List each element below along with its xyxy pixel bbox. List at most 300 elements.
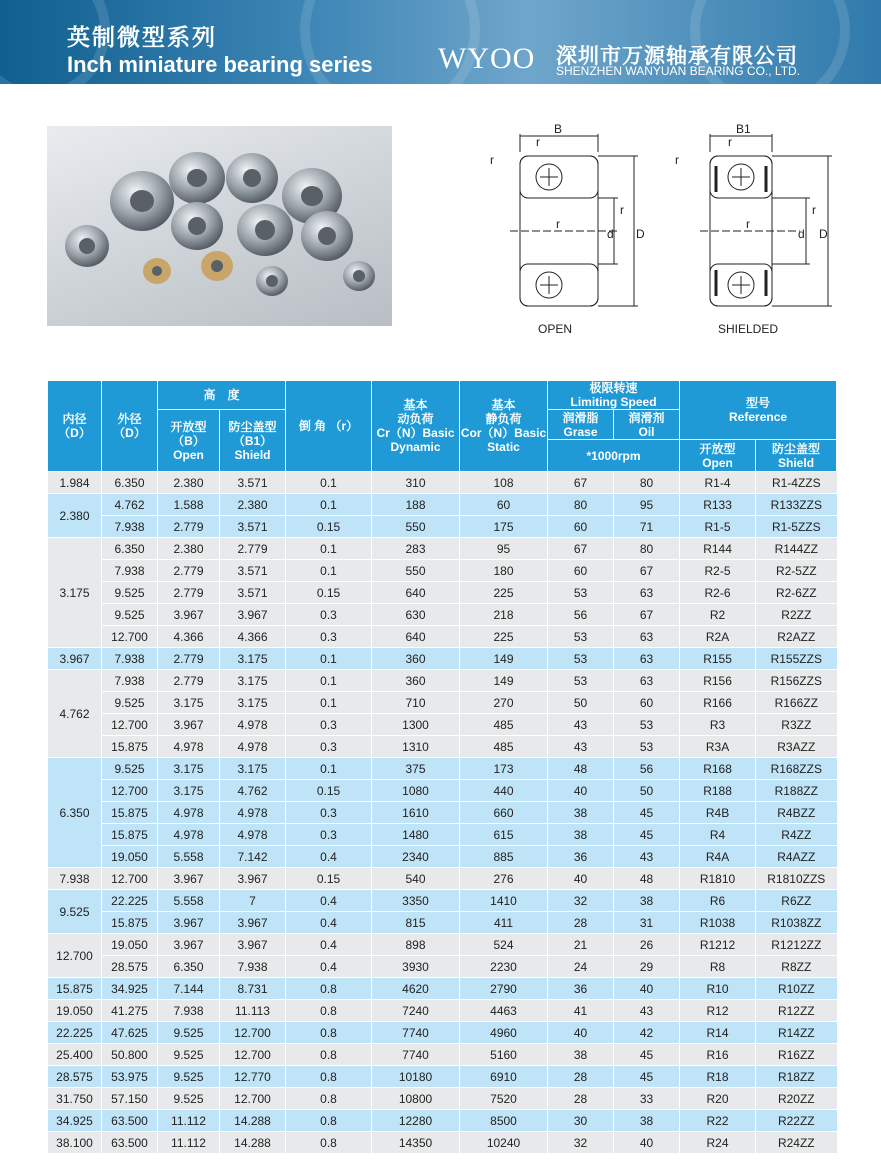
cell-speed-oil: 67 bbox=[614, 604, 680, 626]
cell-dynamic-load: 1310 bbox=[372, 736, 460, 758]
cell-outer-diameter: 7.938 bbox=[102, 670, 158, 692]
cell-speed-grease: 56 bbox=[548, 604, 614, 626]
cell-outer-diameter: 12.700 bbox=[102, 780, 158, 802]
col-height: 高 度 bbox=[158, 381, 286, 410]
cell-ref-shield: R2-6ZZ bbox=[756, 582, 837, 604]
cell-dynamic-load: 710 bbox=[372, 692, 460, 714]
cell-chamfer: 0.1 bbox=[286, 538, 372, 560]
cell-chamfer: 0.8 bbox=[286, 1110, 372, 1132]
open-label: OPEN bbox=[538, 322, 573, 336]
company-name-cn: 深圳市万源轴承有限公司 bbox=[556, 45, 798, 68]
chamfer-label: r bbox=[620, 203, 624, 217]
outer-label-D: D bbox=[819, 227, 828, 241]
cell-ref-open: R2-6 bbox=[680, 582, 756, 604]
bearing-diagrams bbox=[470, 116, 840, 351]
cell-static-load: 180 bbox=[460, 560, 548, 582]
cell-static-load: 276 bbox=[460, 868, 548, 890]
cell-dynamic-load: 283 bbox=[372, 538, 460, 560]
cell-chamfer: 0.15 bbox=[286, 868, 372, 890]
cell-ref-shield: R1-5ZZS bbox=[756, 516, 837, 538]
cell-speed-oil: 48 bbox=[614, 868, 680, 890]
cell-outer-diameter: 9.525 bbox=[102, 582, 158, 604]
cell-outer-diameter: 6.350 bbox=[102, 538, 158, 560]
cell-chamfer: 0.8 bbox=[286, 978, 372, 1000]
cell-width-shield: 3.571 bbox=[220, 582, 286, 604]
col-ref-shield: 防尘盖型 Shield bbox=[756, 440, 837, 472]
cell-speed-oil: 63 bbox=[614, 582, 680, 604]
cell-ref-open: R2A bbox=[680, 626, 756, 648]
cell-speed-oil: 45 bbox=[614, 1044, 680, 1066]
col-oil: 润滑剂 Oil bbox=[614, 410, 680, 440]
cell-ref-shield: R6ZZ bbox=[756, 890, 837, 912]
cell-dynamic-load: 360 bbox=[372, 670, 460, 692]
cell-outer-diameter: 53.975 bbox=[102, 1066, 158, 1088]
cell-speed-grease: 36 bbox=[548, 846, 614, 868]
cell-width-shield: 14.288 bbox=[220, 1132, 286, 1154]
cell-speed-oil: 45 bbox=[614, 1066, 680, 1088]
cell-dynamic-load: 7240 bbox=[372, 1000, 460, 1022]
cell-outer-diameter: 12.700 bbox=[102, 868, 158, 890]
cell-width-open: 9.525 bbox=[158, 1044, 220, 1066]
cell-speed-oil: 42 bbox=[614, 1022, 680, 1044]
cell-chamfer: 0.3 bbox=[286, 714, 372, 736]
cell-inner-diameter: 3.175 bbox=[48, 538, 102, 648]
cell-ref-shield: R188ZZ bbox=[756, 780, 837, 802]
cell-static-load: 885 bbox=[460, 846, 548, 868]
table-row bbox=[48, 538, 837, 560]
table-row bbox=[48, 758, 837, 780]
table-row bbox=[48, 648, 837, 670]
cell-width-open: 11.112 bbox=[158, 1132, 220, 1154]
cell-dynamic-load: 1610 bbox=[372, 802, 460, 824]
cell-dynamic-load: 550 bbox=[372, 560, 460, 582]
cell-static-load: 4463 bbox=[460, 1000, 548, 1022]
cell-ref-open: R20 bbox=[680, 1088, 756, 1110]
cell-width-open: 5.558 bbox=[158, 890, 220, 912]
table-row bbox=[48, 1044, 837, 1066]
cell-static-load: 60 bbox=[460, 494, 548, 516]
cell-speed-oil: 29 bbox=[614, 956, 680, 978]
col-outer-diameter: 外径 （D） bbox=[102, 381, 158, 472]
cell-speed-grease: 38 bbox=[548, 1044, 614, 1066]
cell-speed-grease: 53 bbox=[548, 582, 614, 604]
cell-width-shield: 2.779 bbox=[220, 538, 286, 560]
cell-ref-shield: R133ZZS bbox=[756, 494, 837, 516]
cell-width-shield: 7 bbox=[220, 890, 286, 912]
cell-ref-open: R2 bbox=[680, 604, 756, 626]
cell-speed-oil: 80 bbox=[614, 538, 680, 560]
cell-outer-diameter: 15.875 bbox=[102, 736, 158, 758]
table-row bbox=[48, 692, 837, 714]
cell-width-shield: 3.967 bbox=[220, 934, 286, 956]
bearings-illustration bbox=[47, 126, 392, 326]
cell-speed-oil: 53 bbox=[614, 714, 680, 736]
cell-static-load: 270 bbox=[460, 692, 548, 714]
shielded-label: SHIELDED bbox=[718, 322, 779, 336]
cell-ref-shield: R168ZZS bbox=[756, 758, 837, 780]
cell-chamfer: 0.15 bbox=[286, 582, 372, 604]
col-limiting-speed: 极限转速 Limiting Speed bbox=[548, 381, 680, 410]
cell-chamfer: 0.1 bbox=[286, 560, 372, 582]
cell-dynamic-load: 7740 bbox=[372, 1044, 460, 1066]
cell-outer-diameter: 34.925 bbox=[102, 978, 158, 1000]
cell-outer-diameter: 63.500 bbox=[102, 1110, 158, 1132]
cell-outer-diameter: 19.050 bbox=[102, 934, 158, 956]
table-row bbox=[48, 1022, 837, 1044]
cell-outer-diameter: 41.275 bbox=[102, 1000, 158, 1022]
cell-speed-oil: 50 bbox=[614, 780, 680, 802]
cell-inner-diameter: 2.380 bbox=[48, 494, 102, 538]
table-row bbox=[48, 1110, 837, 1132]
cell-speed-grease: 43 bbox=[548, 714, 614, 736]
cell-static-load: 1410 bbox=[460, 890, 548, 912]
cell-dynamic-load: 1480 bbox=[372, 824, 460, 846]
cell-ref-shield: R1-4ZZS bbox=[756, 472, 837, 494]
cell-chamfer: 0.1 bbox=[286, 472, 372, 494]
cell-dynamic-load: 310 bbox=[372, 472, 460, 494]
cell-chamfer: 0.8 bbox=[286, 1132, 372, 1154]
cell-chamfer: 0.4 bbox=[286, 890, 372, 912]
cell-ref-shield: R166ZZ bbox=[756, 692, 837, 714]
cell-width-open: 2.779 bbox=[158, 560, 220, 582]
cell-width-shield: 4.762 bbox=[220, 780, 286, 802]
cell-width-shield: 4.978 bbox=[220, 736, 286, 758]
cell-speed-oil: 67 bbox=[614, 560, 680, 582]
cell-width-open: 2.380 bbox=[158, 472, 220, 494]
cell-dynamic-load: 7740 bbox=[372, 1022, 460, 1044]
cell-ref-shield: R2AZZ bbox=[756, 626, 837, 648]
cell-ref-shield: R3AZZ bbox=[756, 736, 837, 758]
col-chamfer: 倒 角 （r） bbox=[286, 381, 372, 472]
cell-inner-diameter: 31.750 bbox=[48, 1088, 102, 1110]
cell-ref-shield: R8ZZ bbox=[756, 956, 837, 978]
cell-dynamic-load: 550 bbox=[372, 516, 460, 538]
cell-width-open: 3.175 bbox=[158, 692, 220, 714]
cell-speed-oil: 38 bbox=[614, 890, 680, 912]
cell-width-open: 4.978 bbox=[158, 736, 220, 758]
cell-speed-oil: 60 bbox=[614, 692, 680, 714]
cell-ref-shield: R12ZZ bbox=[756, 1000, 837, 1022]
cell-width-shield: 3.175 bbox=[220, 758, 286, 780]
cell-speed-grease: 53 bbox=[548, 648, 614, 670]
cell-static-load: 95 bbox=[460, 538, 548, 560]
cell-static-load: 485 bbox=[460, 714, 548, 736]
cell-speed-oil: 26 bbox=[614, 934, 680, 956]
cell-dynamic-load: 640 bbox=[372, 626, 460, 648]
cell-dynamic-load: 540 bbox=[372, 868, 460, 890]
cell-speed-oil: 43 bbox=[614, 846, 680, 868]
cell-ref-open: R4 bbox=[680, 824, 756, 846]
cell-width-open: 4.366 bbox=[158, 626, 220, 648]
cell-chamfer: 0.15 bbox=[286, 780, 372, 802]
cell-inner-diameter: 25.400 bbox=[48, 1044, 102, 1066]
cell-speed-oil: 63 bbox=[614, 626, 680, 648]
cell-ref-open: R144 bbox=[680, 538, 756, 560]
cell-dynamic-load: 2340 bbox=[372, 846, 460, 868]
cell-inner-diameter: 9.525 bbox=[48, 890, 102, 934]
cell-chamfer: 0.3 bbox=[286, 802, 372, 824]
cell-speed-oil: 45 bbox=[614, 802, 680, 824]
cell-width-shield: 3.967 bbox=[220, 912, 286, 934]
cell-dynamic-load: 630 bbox=[372, 604, 460, 626]
cell-speed-oil: 56 bbox=[614, 758, 680, 780]
cell-static-load: 149 bbox=[460, 648, 548, 670]
cell-static-load: 108 bbox=[460, 472, 548, 494]
cell-ref-shield: R14ZZ bbox=[756, 1022, 837, 1044]
cell-chamfer: 0.8 bbox=[286, 1022, 372, 1044]
cell-static-load: 6910 bbox=[460, 1066, 548, 1088]
cell-ref-shield: R16ZZ bbox=[756, 1044, 837, 1066]
chamfer-label: r bbox=[556, 217, 560, 231]
cell-static-load: 149 bbox=[460, 670, 548, 692]
cell-static-load: 660 bbox=[460, 802, 548, 824]
cell-ref-shield: R22ZZ bbox=[756, 1110, 837, 1132]
cell-ref-open: R22 bbox=[680, 1110, 756, 1132]
cell-ref-open: R4A bbox=[680, 846, 756, 868]
cell-static-load: 7520 bbox=[460, 1088, 548, 1110]
spec-table-container bbox=[47, 380, 836, 1154]
cell-speed-oil: 40 bbox=[614, 978, 680, 1000]
cell-width-open: 3.175 bbox=[158, 758, 220, 780]
outer-label-D: D bbox=[636, 227, 645, 241]
cell-chamfer: 0.15 bbox=[286, 516, 372, 538]
cell-static-load: 485 bbox=[460, 736, 548, 758]
cell-outer-diameter: 57.150 bbox=[102, 1088, 158, 1110]
table-row bbox=[48, 604, 837, 626]
cell-ref-shield: R1810ZZS bbox=[756, 868, 837, 890]
cell-ref-shield: R2-5ZZ bbox=[756, 560, 837, 582]
cell-width-shield: 4.978 bbox=[220, 802, 286, 824]
table-row bbox=[48, 780, 837, 802]
cell-ref-open: R1212 bbox=[680, 934, 756, 956]
cell-ref-shield: R4ZZ bbox=[756, 824, 837, 846]
cell-static-load: 411 bbox=[460, 912, 548, 934]
cell-speed-grease: 40 bbox=[548, 1022, 614, 1044]
cell-speed-grease: 40 bbox=[548, 780, 614, 802]
cell-width-shield: 3.571 bbox=[220, 472, 286, 494]
cell-ref-open: R16 bbox=[680, 1044, 756, 1066]
table-row bbox=[48, 1088, 837, 1110]
cell-speed-grease: 28 bbox=[548, 1088, 614, 1110]
cell-ref-open: R1-5 bbox=[680, 516, 756, 538]
cell-speed-oil: 43 bbox=[614, 1000, 680, 1022]
header-banner bbox=[0, 0, 881, 84]
table-row bbox=[48, 736, 837, 758]
cell-chamfer: 0.1 bbox=[286, 648, 372, 670]
table-row bbox=[48, 978, 837, 1000]
cell-width-open: 11.112 bbox=[158, 1110, 220, 1132]
cell-inner-diameter: 34.925 bbox=[48, 1110, 102, 1132]
table-row bbox=[48, 626, 837, 648]
chamfer-label: r bbox=[490, 153, 494, 167]
chamfer-label: r bbox=[746, 217, 750, 231]
cell-speed-oil: 33 bbox=[614, 1088, 680, 1110]
cell-speed-grease: 50 bbox=[548, 692, 614, 714]
cell-width-open: 2.779 bbox=[158, 516, 220, 538]
chamfer-label: r bbox=[675, 153, 679, 167]
cell-speed-oil: 53 bbox=[614, 736, 680, 758]
cell-static-load: 218 bbox=[460, 604, 548, 626]
cell-dynamic-load: 640 bbox=[372, 582, 460, 604]
cell-width-open: 4.978 bbox=[158, 802, 220, 824]
cell-width-open: 3.967 bbox=[158, 604, 220, 626]
cell-chamfer: 0.1 bbox=[286, 692, 372, 714]
width-label-b1: B1 bbox=[736, 122, 751, 136]
cell-outer-diameter: 50.800 bbox=[102, 1044, 158, 1066]
cell-ref-shield: R3ZZ bbox=[756, 714, 837, 736]
cell-speed-grease: 28 bbox=[548, 1066, 614, 1088]
cell-inner-diameter: 7.938 bbox=[48, 868, 102, 890]
col-inner-diameter: 内径 （D） bbox=[48, 381, 102, 472]
col-reference: 型号 Reference bbox=[680, 381, 837, 440]
cell-dynamic-load: 10180 bbox=[372, 1066, 460, 1088]
cell-static-load: 225 bbox=[460, 582, 548, 604]
cell-speed-grease: 67 bbox=[548, 472, 614, 494]
cell-outer-diameter: 15.875 bbox=[102, 912, 158, 934]
cell-ref-shield: R10ZZ bbox=[756, 978, 837, 1000]
cell-ref-shield: R24ZZ bbox=[756, 1132, 837, 1154]
cell-ref-open: R155 bbox=[680, 648, 756, 670]
col-height-shield: 防尘盖型 （B1） Shield bbox=[220, 410, 286, 472]
cell-speed-oil: 80 bbox=[614, 472, 680, 494]
cell-static-load: 440 bbox=[460, 780, 548, 802]
col-rpm-unit: *1000rpm bbox=[548, 440, 680, 472]
cell-inner-diameter: 19.050 bbox=[48, 1000, 102, 1022]
cell-width-shield: 3.175 bbox=[220, 670, 286, 692]
bore-label-d: d bbox=[798, 227, 805, 241]
cell-ref-shield: R144ZZ bbox=[756, 538, 837, 560]
cell-width-open: 5.558 bbox=[158, 846, 220, 868]
cell-chamfer: 0.4 bbox=[286, 846, 372, 868]
cell-width-open: 7.938 bbox=[158, 1000, 220, 1022]
cell-width-open: 1.588 bbox=[158, 494, 220, 516]
cell-speed-oil: 38 bbox=[614, 1110, 680, 1132]
cell-width-shield: 11.113 bbox=[220, 1000, 286, 1022]
cell-dynamic-load: 3350 bbox=[372, 890, 460, 912]
cell-chamfer: 0.3 bbox=[286, 736, 372, 758]
cell-dynamic-load: 3930 bbox=[372, 956, 460, 978]
table-row bbox=[48, 1066, 837, 1088]
table-row bbox=[48, 934, 837, 956]
cell-inner-diameter: 38.100 bbox=[48, 1132, 102, 1154]
cell-width-shield: 12.700 bbox=[220, 1022, 286, 1044]
cell-width-shield: 12.770 bbox=[220, 1066, 286, 1088]
cell-width-shield: 8.731 bbox=[220, 978, 286, 1000]
cell-dynamic-load: 815 bbox=[372, 912, 460, 934]
cell-outer-diameter: 9.525 bbox=[102, 758, 158, 780]
cell-speed-grease: 41 bbox=[548, 1000, 614, 1022]
cell-speed-grease: 28 bbox=[548, 912, 614, 934]
cell-width-shield: 3.175 bbox=[220, 648, 286, 670]
cell-dynamic-load: 1300 bbox=[372, 714, 460, 736]
cell-ref-open: R133 bbox=[680, 494, 756, 516]
cell-static-load: 175 bbox=[460, 516, 548, 538]
cell-speed-grease: 38 bbox=[548, 802, 614, 824]
brand-logo: WYOO bbox=[438, 42, 536, 75]
cell-outer-diameter: 7.938 bbox=[102, 560, 158, 582]
cell-speed-grease: 67 bbox=[548, 538, 614, 560]
cell-outer-diameter: 12.700 bbox=[102, 714, 158, 736]
cell-static-load: 524 bbox=[460, 934, 548, 956]
table-row bbox=[48, 956, 837, 978]
col-grease: 润滑脂 Grase bbox=[548, 410, 614, 440]
cell-dynamic-load: 375 bbox=[372, 758, 460, 780]
cell-width-shield: 2.380 bbox=[220, 494, 286, 516]
cell-inner-diameter: 4.762 bbox=[48, 670, 102, 758]
table-row bbox=[48, 1000, 837, 1022]
cell-outer-diameter: 7.938 bbox=[102, 516, 158, 538]
cell-dynamic-load: 14350 bbox=[372, 1132, 460, 1154]
cell-inner-diameter: 22.225 bbox=[48, 1022, 102, 1044]
cell-inner-diameter: 28.575 bbox=[48, 1066, 102, 1088]
cell-speed-grease: 60 bbox=[548, 516, 614, 538]
series-title-cn: 英制微型系列 bbox=[67, 24, 217, 50]
cell-outer-diameter: 4.762 bbox=[102, 494, 158, 516]
cell-ref-shield: R1212ZZ bbox=[756, 934, 837, 956]
cell-width-shield: 4.978 bbox=[220, 714, 286, 736]
cell-width-open: 6.350 bbox=[158, 956, 220, 978]
cell-speed-grease: 40 bbox=[548, 868, 614, 890]
cell-speed-oil: 45 bbox=[614, 824, 680, 846]
cell-width-shield: 7.938 bbox=[220, 956, 286, 978]
cell-ref-open: R14 bbox=[680, 1022, 756, 1044]
cell-chamfer: 0.3 bbox=[286, 604, 372, 626]
cell-dynamic-load: 898 bbox=[372, 934, 460, 956]
cell-ref-open: R2-5 bbox=[680, 560, 756, 582]
cell-speed-oil: 71 bbox=[614, 516, 680, 538]
cell-width-open: 2.779 bbox=[158, 670, 220, 692]
cell-ref-open: R188 bbox=[680, 780, 756, 802]
table-row bbox=[48, 472, 837, 494]
cell-width-open: 4.978 bbox=[158, 824, 220, 846]
cell-chamfer: 0.4 bbox=[286, 912, 372, 934]
bearing-spec-table bbox=[47, 380, 837, 1154]
cell-ref-open: R1038 bbox=[680, 912, 756, 934]
cell-outer-diameter: 9.525 bbox=[102, 604, 158, 626]
cell-width-open: 3.967 bbox=[158, 868, 220, 890]
table-row bbox=[48, 890, 837, 912]
cell-outer-diameter: 15.875 bbox=[102, 802, 158, 824]
col-static-load: 基本 静负荷 Cor（N）Basic Static bbox=[460, 381, 548, 472]
cell-width-shield: 3.175 bbox=[220, 692, 286, 714]
table-row bbox=[48, 582, 837, 604]
cell-ref-open: R24 bbox=[680, 1132, 756, 1154]
bearing-shape bbox=[65, 152, 375, 296]
cell-width-shield: 12.700 bbox=[220, 1044, 286, 1066]
cell-ref-open: R3A bbox=[680, 736, 756, 758]
cell-width-shield: 3.967 bbox=[220, 868, 286, 890]
cell-speed-oil: 40 bbox=[614, 1132, 680, 1154]
cell-width-open: 3.967 bbox=[158, 934, 220, 956]
bore-label-d: d bbox=[607, 227, 614, 241]
cell-outer-diameter: 15.875 bbox=[102, 824, 158, 846]
cell-speed-grease: 36 bbox=[548, 978, 614, 1000]
cell-ref-shield: R4AZZ bbox=[756, 846, 837, 868]
cell-ref-open: R1-4 bbox=[680, 472, 756, 494]
cell-chamfer: 0.8 bbox=[286, 1066, 372, 1088]
cell-speed-grease: 80 bbox=[548, 494, 614, 516]
col-dynamic-load: 基本 动负荷 Cr（N）Basic Dynamic bbox=[372, 381, 460, 472]
cell-outer-diameter: 6.350 bbox=[102, 472, 158, 494]
cell-chamfer: 0.4 bbox=[286, 956, 372, 978]
cell-speed-grease: 30 bbox=[548, 1110, 614, 1132]
cell-chamfer: 0.8 bbox=[286, 1000, 372, 1022]
cell-ref-shield: R155ZZS bbox=[756, 648, 837, 670]
chamfer-label: r bbox=[728, 135, 732, 149]
cell-static-load: 8500 bbox=[460, 1110, 548, 1132]
table-row bbox=[48, 1132, 837, 1154]
cell-static-load: 615 bbox=[460, 824, 548, 846]
